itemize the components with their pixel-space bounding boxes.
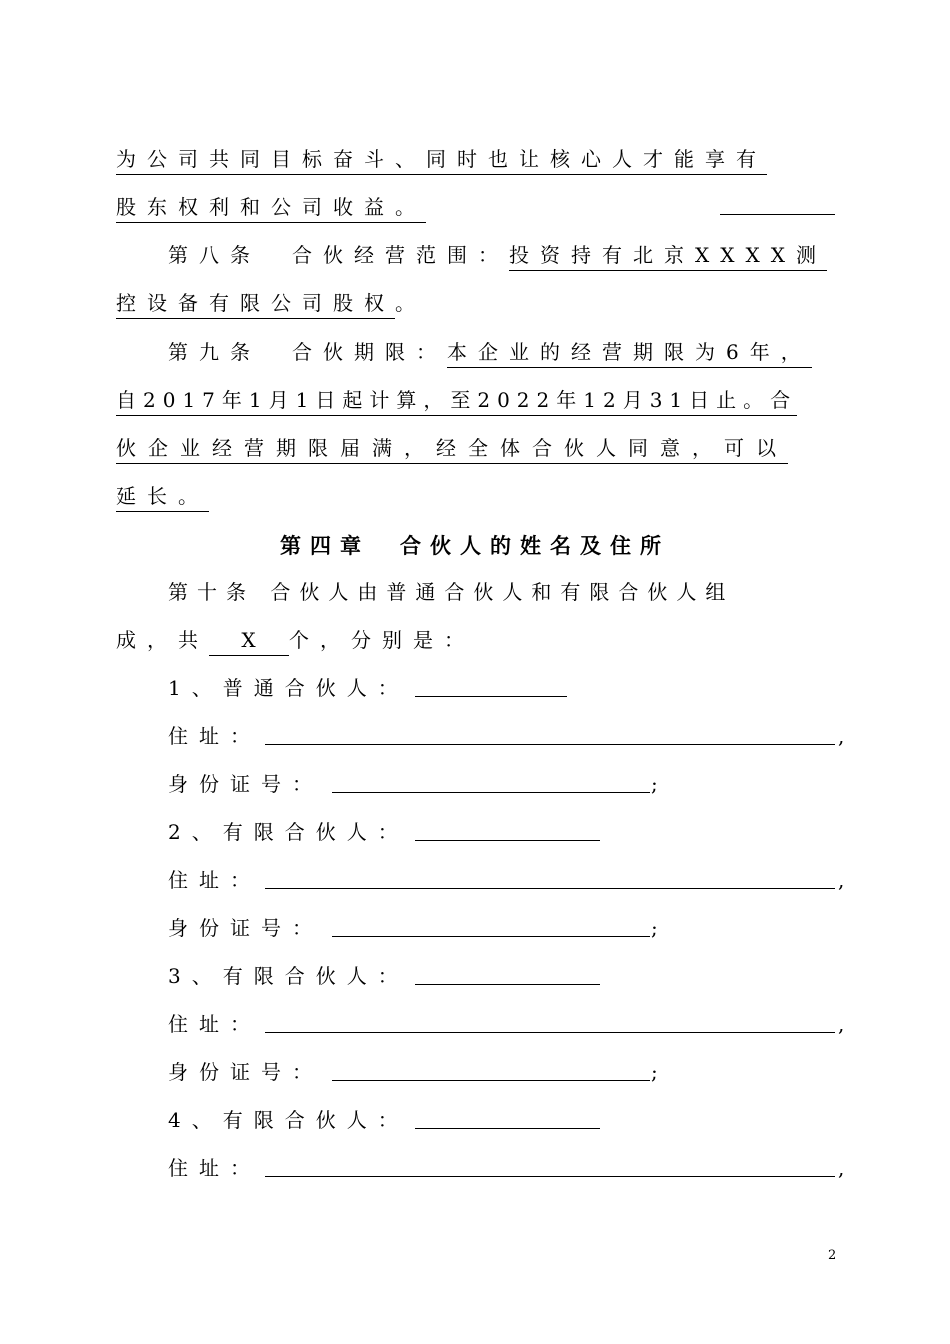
partner-label (168, 963, 409, 989)
article-9-line3 (116, 435, 788, 464)
partner-4-label: 4、有限合伙人： (168, 1108, 409, 1132)
partner-4-name-blank (415, 1108, 600, 1129)
article-8-cont (116, 290, 426, 319)
article-9-value-4: 延长。 (116, 483, 209, 512)
partner-1-label: 1、普通合伙人： (168, 676, 409, 700)
address-label (168, 867, 261, 893)
partner-3-address-blank (265, 1012, 835, 1033)
article-9-line2 (116, 387, 797, 416)
partner-label (168, 1107, 409, 1133)
address-label (168, 723, 261, 749)
partner-2-label: 2、有限合伙人： (168, 820, 409, 844)
id-label (168, 1059, 323, 1085)
partner-label (168, 819, 409, 845)
partner-2-name-blank (415, 820, 600, 841)
comma: , (838, 1012, 856, 1036)
underlined-text: 为公司共同目标奋斗、同时也让核心人才能享有 (116, 146, 767, 175)
semicolon: ; (651, 916, 669, 940)
article-10-text: 第十条 合伙人由普通合伙人和有限合伙人组 (168, 580, 735, 604)
article-9-label: 第九条 合伙期限： (168, 340, 447, 364)
article-10-text-2a: 成，共 (116, 628, 209, 652)
partner-3-id-blank (332, 1060, 650, 1081)
partner-1-address-label: 住址： (168, 724, 261, 748)
article-8-value: 投资持有北京XXXX测 (509, 242, 827, 271)
comma: , (838, 1156, 856, 1180)
article-8 (168, 242, 827, 271)
article-9 (168, 339, 812, 368)
article-9-value-3: 伙企业经营期限届满，经全体合伙人同意，可以 (116, 435, 788, 464)
article-9-value-2: 自2017年1月1日起计算，至2022年12月31日止。合 (116, 387, 797, 416)
partner-1-id-label: 身份证号： (168, 772, 323, 796)
comma: , (838, 724, 856, 748)
partner-3-name-blank (415, 964, 600, 985)
article-8-value-cont: 控设备有限公司股权 (116, 290, 395, 319)
partner-3-address-label: 住址： (168, 1012, 261, 1036)
underlined-text: 股东权利和公司收益。 (116, 194, 426, 223)
partner-1-name-blank (415, 676, 567, 697)
partner-label (168, 675, 409, 701)
partner-4-address-blank (265, 1156, 835, 1177)
article-10-line2 (116, 627, 475, 656)
article-9-line4 (116, 483, 209, 512)
page-number: 2 (828, 1248, 837, 1263)
partner-2-address-blank (265, 868, 835, 889)
partner-count: X (209, 627, 289, 656)
period: 。 (395, 291, 426, 315)
semicolon: ; (651, 1060, 669, 1084)
partner-3-id-label: 身份证号： (168, 1060, 323, 1084)
article-10-text-2b: 个，分别是： (289, 628, 475, 652)
article-9-value: 本企业的经营期限为6年， (447, 339, 812, 368)
id-label (168, 915, 323, 941)
paragraph-line (116, 146, 767, 175)
partner-3-label: 3、有限合伙人： (168, 964, 409, 988)
address-label (168, 1155, 261, 1181)
partner-2-id-blank (332, 916, 650, 937)
address-label (168, 1011, 261, 1037)
semicolon: ; (651, 772, 669, 796)
partner-2-address-label: 住址： (168, 868, 261, 892)
blank-line (720, 194, 835, 215)
partner-1-address-blank (265, 724, 835, 745)
id-label (168, 771, 323, 797)
chapter-title: 第四章 合伙人的姓名及住所 (280, 534, 670, 558)
article-10 (168, 579, 734, 605)
paragraph-line (116, 194, 426, 223)
partner-1-id-blank (332, 772, 650, 793)
comma: , (838, 868, 856, 892)
partner-4-address-label: 住址： (168, 1156, 261, 1180)
article-8-label: 第八条 合伙经营范围： (168, 243, 509, 267)
partner-2-id-label: 身份证号： (168, 916, 323, 940)
